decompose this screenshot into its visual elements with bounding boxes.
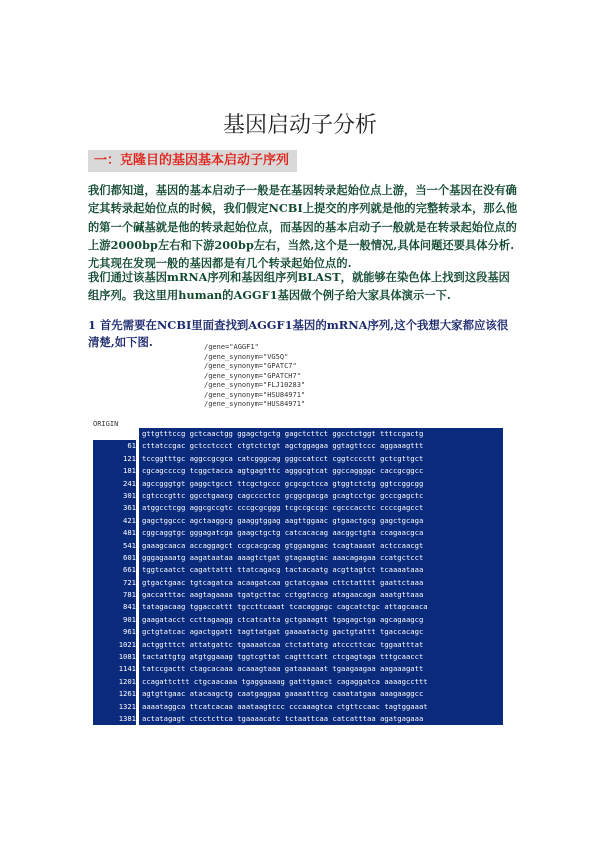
sequence-position: 961 <box>93 626 136 638</box>
sequence-row <box>93 614 503 626</box>
gene-line: /gene_synonym="HSU84971" <box>204 390 306 399</box>
document-title: 基因启动子分析 <box>222 113 377 138</box>
sequence-position: 1381 <box>93 713 136 725</box>
sequence-bases: gggagaaatg aagataataa aaagtctgat gtagaagtac aaacagagaa ccatgctcct <box>139 552 503 564</box>
sequence-row <box>93 502 503 514</box>
sequence-bases: actggtttct attatgattc tgaaaatcaa ctctattatg atcccttcac tggaatttat <box>139 639 503 651</box>
sequence-bases: gttgtttccg gctcaactgg ggagctgctg gagctcttct ggcctctggt tttccgactg <box>139 428 503 440</box>
sequence-position: 421 <box>93 515 136 527</box>
sequence-row <box>93 589 503 601</box>
sequence-position: 841 <box>93 601 136 613</box>
gene-line: /gene_synonym="VG5Q" <box>204 352 289 361</box>
section-heading: 一：克隆目的基因基本启动子序列 <box>88 150 297 172</box>
sequence-bases: aaaataggca ttcatcacaa aaataagtccc cccaaagtca ctgttccaac tagtggaaat <box>139 701 503 713</box>
sequence-row <box>93 639 503 651</box>
sequence-bases: tccggtttgc aggccgcgca catcgggcag gggccatcct cggtcccctt gctcgttgct <box>139 453 503 465</box>
sequence-row <box>93 428 503 440</box>
sequence-position: 721 <box>93 577 136 589</box>
sequence-row <box>93 626 503 638</box>
gene-line: /gene_synonym="FLJ10283" <box>204 381 306 389</box>
sequence-position: 1201 <box>93 676 136 688</box>
sequence-position: 781 <box>93 589 136 601</box>
sequence-bases: cggcaggtgc gggagatcga gaagctgctg catcacacag aacggctgta ccagaacgca <box>139 527 503 539</box>
sequence-row <box>93 663 503 675</box>
sequence-bases: tatccgactt ctagcacaaa acaaagtaaa gataaaaaat tgaagaagaa aagaaagatt <box>139 663 503 675</box>
sequence-position: 541 <box>93 540 136 552</box>
sequence-row <box>93 577 503 589</box>
sequence-panel[interactable] <box>93 428 503 723</box>
sequence-row <box>93 540 503 552</box>
sequence-bases: actatagagt ctcctcttca tgaaaacatc tctaattcaa catcatttaa agatgagaaa <box>139 713 503 725</box>
sequence-row <box>93 651 503 663</box>
sequence-row <box>93 465 503 477</box>
sequence-row <box>93 527 503 539</box>
sequence-position: 901 <box>93 614 136 626</box>
sequence-bases: agtgttgaac atacaagctg caatgaggaa gaaaatttcg caaatatgaa aaagaaggcc <box>139 688 503 700</box>
sequence-bases: cgcagccccg tcggctacca agtgagtttc agggcgtcat ggccaggggc caccgcggcc <box>139 465 503 477</box>
sequence-position: 61 <box>93 440 136 452</box>
sequence-bases: gaccatttac aagtagaaaa tgatgcttac cctggtaccg atagaacaga aaatgttaaa <box>139 589 503 601</box>
gene-line: /gene_synonym="HUS84971" <box>204 400 306 408</box>
sequence-position: 661 <box>93 564 136 576</box>
method-paragraph: 我们通过该基因mRNA序列和基因组序列BLAST，就能够在染色体上找到这段基因组序列。我这里用human的AGGF1基因做个例子给大家具体演示一下. <box>88 270 510 303</box>
sequence-row <box>93 676 503 688</box>
sequence-bases: gctgtatcac agactggatt tagttatgat gaaaatactg gactgtattt tgaccacagc <box>139 626 503 638</box>
gene-line: /gene="AGGF1" <box>204 343 259 351</box>
genbank-gene-annotations <box>204 343 305 410</box>
sequence-row <box>93 490 503 502</box>
sequence-bases: tggtcaatct cagattattt ttatcagacg tactacaatg acgttagtct tcaaaataaa <box>139 564 503 576</box>
sequence-row <box>93 564 503 576</box>
sequence-position: 1261 <box>93 688 136 700</box>
sequence-row <box>93 453 503 465</box>
sequence-row <box>93 601 503 613</box>
gene-line: /gene_synonym="GPATC7" <box>204 362 297 370</box>
sequence-position: 181 <box>93 465 136 477</box>
intro-paragraph: 我们都知道，基因的基本启动子一般是在基因转录起始位点上游，当一个基因在没有确定其转录起始位点的时候，我们假定NCBI上提交的序列就是他的完整转录本，那么他的第一个碱基就是他的转录起始位点，而基因的基本启动子一般就是在转录起始位点的上游2000bp左右和下游200bp左右，当然,这个是一般情况,具体问题还要具体分析.尤其现在发现一般的基因都是有几个转录起始位点的. <box>88 183 518 271</box>
sequence-row <box>93 515 503 527</box>
sequence-bases: tactattgtg atgtggaaag tggtcgttat cagtttcatt ctcgagtaga tttgcaacct <box>139 651 503 663</box>
sequence-position: 1321 <box>93 701 136 713</box>
sequence-bases: cttatccgac gctcctccct ctgtctctgt agctggagaa ggtagttccc aggaaagttt <box>139 440 503 452</box>
sequence-bases: tatagacaag tggaccattt tgccttcaaat tcacaggagc cagcatctgc attagcaaca <box>139 601 503 613</box>
sequence-position: 1021 <box>93 639 136 651</box>
sequence-row <box>93 713 503 725</box>
sequence-bases: cgtcccgttc ggcctgaacg cagcccctcc gcggcgacga gcagtcctgc gcccgagctc <box>139 490 503 502</box>
sequence-row <box>93 478 503 490</box>
sequence-row <box>93 701 503 713</box>
sequence-position: 1081 <box>93 651 136 663</box>
sequence-row <box>93 440 503 452</box>
gene-line: /gene_synonym="GPATCH7" <box>204 371 301 380</box>
step-1-text: 1 首先需要在NCBI里面查找到AGGF1基因的mRNA序列,这个我想大家都应该很清楚,如下图. <box>88 318 509 349</box>
sequence-position: 301 <box>93 490 136 502</box>
sequence-position: 601 <box>93 552 136 564</box>
sequence-bases: gaagatacct ccttagaagg ctcatcatta gctgaaagtt tgagagctga agcagaagcg <box>139 614 503 626</box>
sequence-position: 241 <box>93 478 136 490</box>
sequence-position: 121 <box>93 453 136 465</box>
sequence-bases: agccgggtgt gaggctgcct ttcgctgccc gcgcgctcca gtggtctctg ggtccggcgg <box>139 478 503 490</box>
sequence-position: 361 <box>93 502 136 514</box>
sequence-bases: gtgactgaac tgtcagatca acaagatcaa gctatcgaaa cttctatttt gaattctaaa <box>139 577 503 589</box>
sequence-position: 1 <box>93 428 136 440</box>
sequence-bases: atggcctcgg aggcgccgtc cccgcgcggg tcgccgccgc cgcccacctc ccccgagcct <box>139 502 503 514</box>
sequence-position: 481 <box>93 527 136 539</box>
sequence-bases: gaaagcaaca accaggagct ccgcacgcag gtggaagaac tcagtaaaat actccaacgt <box>139 540 503 552</box>
sequence-row <box>93 688 503 700</box>
sequence-bases: ccagattcttt ctgcaacaaa tgaggaaaag gatttgaact cagaggatca aaaagccttt <box>139 676 503 688</box>
sequence-position: 1141 <box>93 663 136 675</box>
origin-label: ORIGIN <box>93 420 119 428</box>
sequence-row <box>93 552 503 564</box>
sequence-bases: gagctggccc agctaaggcg gaaggtggag aagttggaac gtgaactgcg gagctgcaga <box>139 515 503 527</box>
